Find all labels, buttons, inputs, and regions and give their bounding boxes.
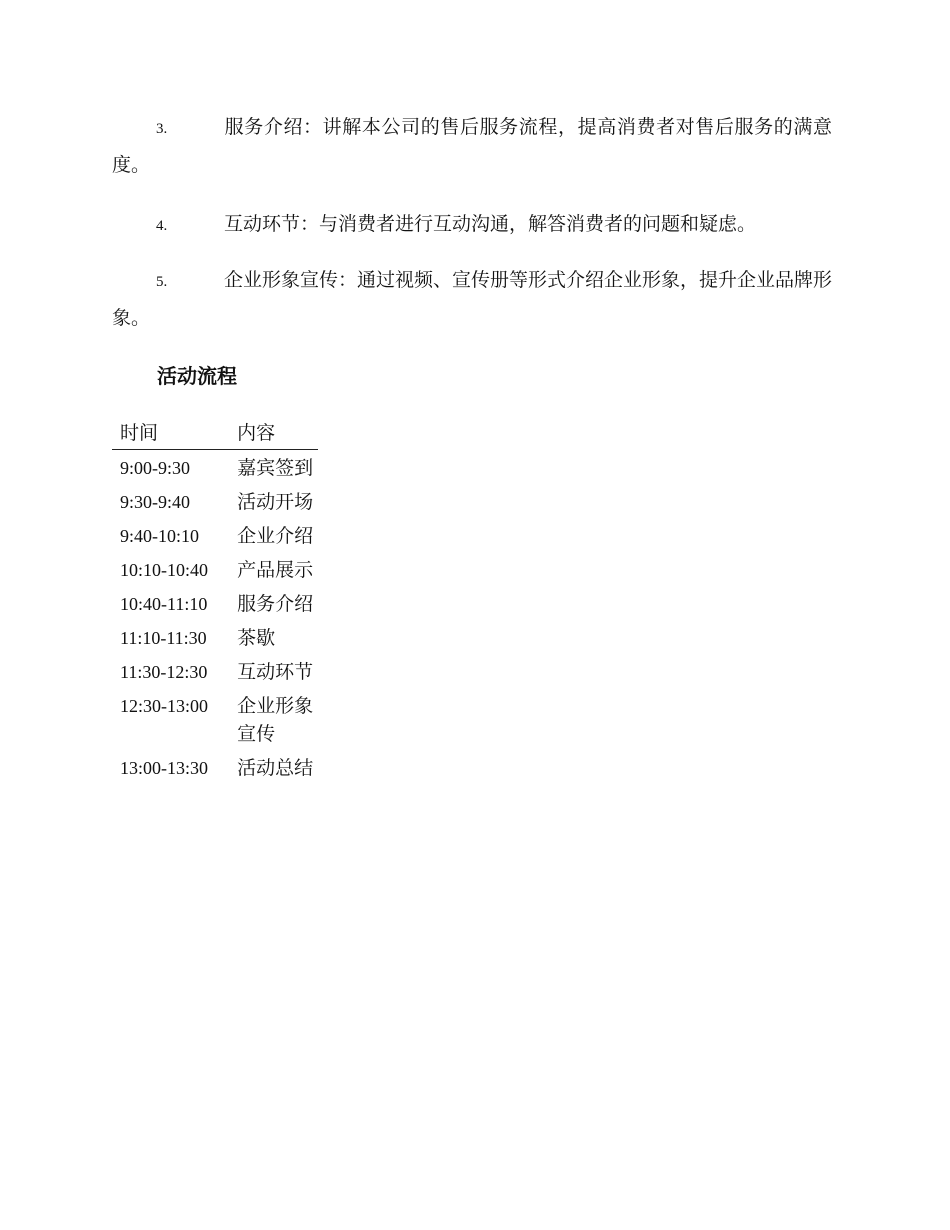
column-header-content: 内容 — [229, 417, 318, 450]
time-cell: 9:30-9:40 — [120, 492, 190, 512]
time-cell: 11:30-12:30 — [120, 662, 208, 682]
section-heading: 活动流程 — [157, 364, 237, 388]
content-cell: 活动总结 — [237, 757, 314, 779]
table-row — [112, 688, 318, 750]
list-item-service-intro — [112, 109, 832, 183]
time-cell: 11:10-11:30 — [120, 628, 207, 648]
table-row — [112, 518, 318, 552]
table-row — [112, 552, 318, 586]
table-row — [112, 750, 318, 784]
schedule-table — [112, 417, 318, 784]
time-cell: 10:40-11:10 — [120, 594, 208, 614]
list-item-brand-promotion — [112, 262, 832, 336]
column-header-time: 时间 — [112, 417, 229, 450]
time-cell: 9:40-10:10 — [120, 526, 199, 546]
content-cell: 企业形象宣传 — [237, 695, 314, 745]
list-number: 3. — [156, 121, 168, 137]
list-number: 5. — [156, 274, 168, 290]
table-row — [112, 654, 318, 688]
table-header-row — [112, 417, 318, 450]
list-text: 企业形象宣传：通过视频、宣传册等形式介绍企业形象，提升企业品牌形象。 — [112, 269, 833, 329]
table-row — [112, 450, 318, 485]
table-row — [112, 620, 318, 654]
content-cell: 产品展示 — [237, 559, 314, 581]
list-number: 4. — [156, 218, 168, 234]
content-cell: 互动环节 — [237, 661, 314, 683]
content-cell: 服务介绍 — [237, 593, 314, 615]
time-cell: 13:00-13:30 — [120, 758, 208, 778]
content-cell: 活动开场 — [237, 491, 314, 513]
content-cell: 企业介绍 — [237, 525, 314, 547]
list-text: 服务介绍：讲解本公司的售后服务流程，提高消费者对售后服务的满意度。 — [112, 116, 832, 176]
table-row — [112, 586, 318, 620]
time-cell: 10:10-10:40 — [120, 560, 208, 580]
time-cell: 12:30-13:00 — [120, 696, 208, 716]
content-cell: 茶歇 — [237, 627, 276, 649]
content-cell: 嘉宾签到 — [237, 457, 314, 479]
list-item-interaction — [112, 206, 832, 244]
time-cell: 9:00-9:30 — [120, 458, 190, 478]
table-row — [112, 484, 318, 518]
list-text: 互动环节：与消费者进行互动沟通，解答消费者的问题和疑虑。 — [224, 213, 757, 235]
